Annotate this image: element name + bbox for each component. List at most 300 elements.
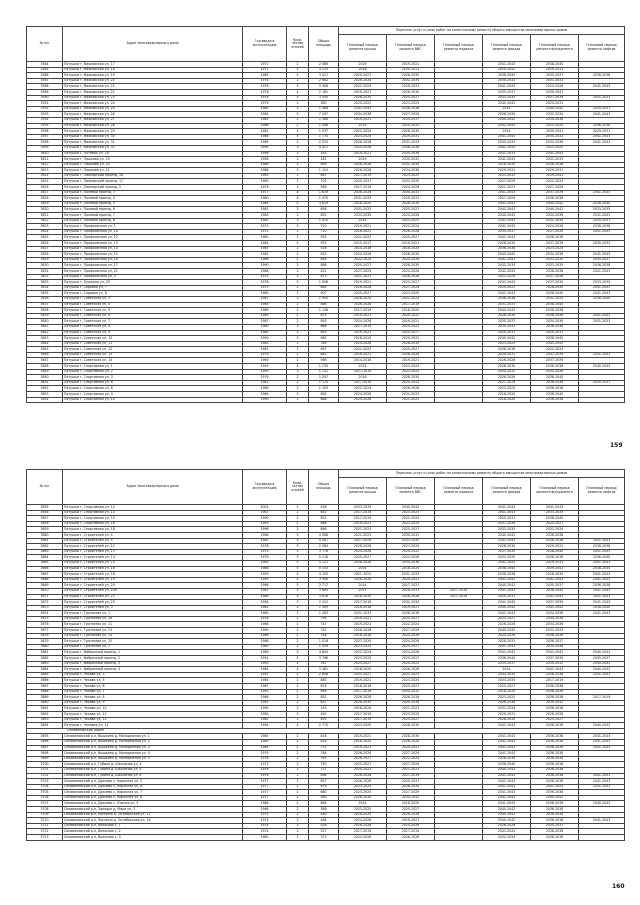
row-number: 3589 <box>27 89 63 95</box>
row-number: 3643 <box>27 336 63 342</box>
row-cell: 2027-2029 <box>387 628 435 634</box>
row-address: Пятушки г, Советская ул, 10 <box>63 336 243 342</box>
row-cell: 1976 <box>243 89 287 95</box>
row-cell: 846 <box>309 257 339 263</box>
row-cell: 5 <box>287 532 309 538</box>
row-cell: 2024-2026 <box>531 224 579 230</box>
row-number: 3673 <box>27 605 63 611</box>
row-cell: 2040-2042 <box>483 812 531 818</box>
row-address: Пятушки г, Строителей ул, 19 <box>63 577 243 583</box>
row-cell: 580 <box>309 101 339 107</box>
row-cell: 2019-2021 <box>339 151 387 157</box>
row-cell: 789 <box>309 341 339 347</box>
row-cell: 2036-2038 <box>531 162 579 168</box>
row-cell: 2026-2028 <box>339 285 387 291</box>
row-number: 3677 <box>27 628 63 634</box>
row-cell: 2030-2032 <box>387 532 435 538</box>
row-cell: 2 <box>287 319 309 325</box>
row-cell: 2031-2033 <box>339 196 387 202</box>
row-cell: 658 <box>309 207 339 213</box>
row-cell: 2 <box>287 784 309 790</box>
row-cell: 4 <box>287 190 309 196</box>
row-cell: 4 <box>287 196 309 202</box>
row-cell: 2041-2043 <box>483 224 531 230</box>
header-elevators: Плановый период ремонта лифтов <box>579 35 625 62</box>
row-cell: 2041-2043 <box>483 801 531 807</box>
row-cell: 1982 <box>243 235 287 241</box>
row-cell: 2021-2023 <box>339 347 387 353</box>
row-cell: 4 <box>287 661 309 667</box>
row-address: Пятушки г, Спортивная ул, 16 <box>63 521 243 527</box>
row-address: Пятушки г, Строителей ул, 16 <box>63 566 243 572</box>
row-cell: 2023-2025 <box>339 784 387 790</box>
row-cell: 2022-2024 <box>531 347 579 353</box>
row-number: 3612 <box>27 162 63 168</box>
row-cell: 2037-2039 <box>531 280 579 286</box>
row-cell: 2026-2028 <box>387 812 435 818</box>
row-cell: 3 481 <box>309 667 339 673</box>
row-cell: 2029-2031 <box>483 711 531 717</box>
row-cell: 1975 <box>243 812 287 818</box>
row-cell: 698 <box>309 773 339 779</box>
row-cell: 2035-2037 <box>579 257 625 263</box>
row-cell: 2024-2026 <box>339 145 387 151</box>
row-number: 3623 <box>27 224 63 230</box>
row-cell: 2036-2038 <box>531 324 579 330</box>
row-cell: 1 131 <box>309 369 339 375</box>
row-cell: 2031-2033 <box>483 302 531 308</box>
row-cell: 2018 <box>339 375 387 381</box>
row-number: 3593 <box>27 112 63 118</box>
row-cell: 183 <box>309 151 339 157</box>
row-cell: 2041-2043 <box>579 745 625 751</box>
row-cell: 2 <box>287 291 309 297</box>
row-cell: 2038-2040 <box>531 375 579 381</box>
row-address: Пятушки г, Спортивная ул, 6 <box>63 380 243 386</box>
row-cell: 2038-2040 <box>531 291 579 297</box>
row-cell: 1986 <box>243 168 287 174</box>
row-cell: 747 <box>309 622 339 628</box>
row-cell: 2025-2027 <box>339 661 387 667</box>
row-cell: 2026-2028 <box>387 352 435 358</box>
row-cell: 2041-2043 <box>483 538 531 544</box>
row-cell: 2 <box>287 644 309 650</box>
row-cell: 2033-2035 <box>531 263 579 269</box>
row-cell: 2 <box>287 510 309 516</box>
row-cell: 1 009 <box>309 644 339 650</box>
row-cell: 3 417 <box>309 73 339 79</box>
row-cell: 2019-2021 <box>387 241 435 247</box>
row-cell: 4 <box>287 577 309 583</box>
row-cell: 5 <box>287 538 309 544</box>
row-cell: 2030-2032 <box>483 140 531 146</box>
row-cell: 899 <box>309 162 339 168</box>
row-cell: 5 <box>287 588 309 594</box>
row-cell: 2038-2040 <box>531 549 579 555</box>
row-address: Пятушки г, Строителей ул, 5 <box>63 538 243 544</box>
row-cell: 2019-2021 <box>339 224 387 230</box>
row-cell: 2017-2019 <box>435 594 483 600</box>
row-cell: 2038-2040 <box>579 555 625 561</box>
row-cell: 2026-2028 <box>483 358 531 364</box>
row-cell: 2 <box>287 790 309 796</box>
row-cell: 2041-2043 <box>579 739 625 745</box>
row-cell: 2024-2026 <box>387 555 435 561</box>
row-cell: 2028-2030 <box>339 700 387 706</box>
row-cell: 1956 <box>243 151 287 157</box>
row-cell: 1 619 <box>309 190 339 196</box>
row-cell: 2030-2032 <box>483 324 531 330</box>
row-number: 3613 <box>27 168 63 174</box>
row-cell: 2040-2042 <box>579 723 625 729</box>
row-cell: 697 <box>309 347 339 353</box>
row-cell: 2041-2043 <box>579 291 625 297</box>
row-cell: 2036-2038 <box>483 572 531 578</box>
row-cell: 2017-2019 <box>339 600 387 606</box>
row-cell: 484 <box>309 818 339 824</box>
row-cell: 2018-2020 <box>339 336 387 342</box>
row-address: Пятушки г, Полевой проезд, 8 <box>63 218 243 224</box>
row-number: 3670 <box>27 588 63 594</box>
row-cell: 2041-2043 <box>483 784 531 790</box>
row-address: Пятушки г, Маяковская ул, 31 <box>63 140 243 146</box>
row-cell: 2038-2040 <box>531 588 579 594</box>
row-cell: 1974 <box>243 818 287 824</box>
row-cell: 2019-2021 <box>339 616 387 622</box>
row-cell: 2023-2025 <box>483 386 531 392</box>
row-cell: 527 <box>309 829 339 835</box>
row-cell: 1985 <box>243 302 287 308</box>
row-number: 3655 <box>27 505 63 511</box>
row-number: 3629 <box>27 257 63 263</box>
row-cell: 1995 <box>243 706 287 712</box>
row-cell: 2026-2028 <box>531 711 579 717</box>
row-cell: 2033-2035 <box>531 257 579 263</box>
row-cell: 5 <box>287 594 309 600</box>
row-cell: 2040-2042 <box>483 252 531 258</box>
row-cell: 2023-2025 <box>339 134 387 140</box>
row-cell: 2018-2020 <box>339 812 387 818</box>
row-cell: 1973 <box>243 762 287 768</box>
row-number: 3695 <box>27 734 63 740</box>
row-cell: 2041-2043 <box>483 257 531 263</box>
row-cell: 2037-2039 <box>531 358 579 364</box>
row-address: Пятушки г, Пионерский проезд, 17 <box>63 179 243 185</box>
row-address: Пятушки г, Маяковская ул, 19 <box>63 73 243 79</box>
row-cell: 2028-2030 <box>483 756 531 762</box>
row-number: 3630 <box>27 263 63 269</box>
row-number: 3689 <box>27 695 63 701</box>
row-cell: 864 <box>309 801 339 807</box>
row-number: 3649 <box>27 369 63 375</box>
row-number: 3645 <box>27 347 63 353</box>
row-cell: 5 153 <box>309 566 339 572</box>
row-cell: 2041-2043 <box>579 268 625 274</box>
row-cell: 2024-2026 <box>387 633 435 639</box>
row-cell: 2 <box>287 767 309 773</box>
row-address: Пятушки г, Тургенева ул, 2 <box>63 644 243 650</box>
row-address: Пятушки г, Тургенева ул, 15 <box>63 639 243 645</box>
row-cell: 2029-2031 <box>531 544 579 550</box>
page-160 <box>26 469 624 841</box>
row-cell: 2030-2032 <box>387 157 435 163</box>
row-address: Селивановский р-н, Драчево с, Южная ул, 5 <box>63 801 243 807</box>
row-address: Пятушки г, Пионерский проезд, 2 <box>63 185 243 191</box>
row-address: Пятушки г, Профсоюзная ул, 13 <box>63 241 243 247</box>
row-address: Селивановский р-н, Копнино д, Октябрьская ул, 12 <box>63 812 243 818</box>
row-address: Пятушки г, Октябрь ул, 18 <box>63 151 243 157</box>
row-cell: 1963 <box>243 173 287 179</box>
row-cell: 2041-2043 <box>483 145 531 151</box>
row-cell: 2018-2020 <box>339 739 387 745</box>
row-cell: 1986 <box>243 134 287 140</box>
row-cell: 2028-2030 <box>483 364 531 370</box>
row-cell: 1979 <box>243 751 287 757</box>
row-cell: 2036-2038 <box>531 695 579 701</box>
row-cell: 5 <box>287 555 309 561</box>
row-number: 3708 <box>27 807 63 813</box>
row-cell: 2032-2034 <box>483 835 531 841</box>
row-address: Пятушки г, Профсоюзная ул, 5 <box>63 274 243 280</box>
row-cell: 2019-2021 <box>339 89 387 95</box>
row-cell: 1983 <box>243 213 287 219</box>
row-cell: 2018-2020 <box>339 667 387 673</box>
row-number: 3658 <box>27 521 63 527</box>
row-cell: 2 <box>287 684 309 690</box>
row-cell: 2029-2031 <box>531 560 579 566</box>
row-cell: 2035-2037 <box>531 73 579 79</box>
row-cell: 2041-2043 <box>483 235 531 241</box>
row-address: Пятушки г, Профсоюзная ул, 1 <box>63 224 243 230</box>
row-number: 3627 <box>27 246 63 252</box>
row-cell: 1986 <box>243 566 287 572</box>
row-cell: 2036-2038 <box>531 739 579 745</box>
row-address: Пятушки г, Строителей ул, 15 <box>63 560 243 566</box>
row-cell: 2033-2035 <box>483 555 531 561</box>
row-cell: 5 <box>287 134 309 140</box>
row-cell: 2018 <box>339 67 387 73</box>
row-cell: 2036-2038 <box>531 532 579 538</box>
row-cell: 2038-2040 <box>579 201 625 207</box>
row-cell: 2038-2040 <box>579 566 625 572</box>
row-cell: 2041-2043 <box>483 84 531 90</box>
row-cell: 3 <box>287 145 309 151</box>
row-cell: 2 <box>287 756 309 762</box>
row-cell: 2041-2043 <box>339 106 387 112</box>
row-cell: 2 <box>287 336 309 342</box>
row-cell: 2041-2043 <box>483 510 531 516</box>
row-cell: 2016-2021 <box>339 229 387 235</box>
row-cell: 1990 <box>243 628 287 634</box>
row-cell: 2034-2036 <box>531 117 579 123</box>
row-cell: 2028-2030 <box>387 201 435 207</box>
row-cell: 2 <box>287 835 309 841</box>
row-cell: 1993 <box>243 369 287 375</box>
row-cell: 1 415 <box>309 218 339 224</box>
row-cell: 2038-2040 <box>483 73 531 79</box>
row-cell: 2018-2020 <box>387 308 435 314</box>
row-number: 3661 <box>27 538 63 544</box>
row-cell: 2024-2026 <box>339 397 387 403</box>
row-cell: 1993 <box>243 521 287 527</box>
row-cell: 2038-2040 <box>483 762 531 768</box>
row-cell: 2031-2033 <box>531 157 579 163</box>
row-cell: 2041-2043 <box>579 538 625 544</box>
row-number: 3617 <box>27 190 63 196</box>
row-cell: 1986 <box>243 123 287 129</box>
row-cell: 2025-2027 <box>387 656 435 662</box>
row-cell: 2036-2038 <box>531 829 579 835</box>
row-cell: 2022-2024 <box>387 622 435 628</box>
row-cell: 2032-2034 <box>531 112 579 118</box>
row-cell <box>435 835 483 841</box>
row-cell: 764 <box>309 751 339 757</box>
row-address: Пятушки г, Пушкина ул, 25 <box>63 280 243 286</box>
row-cell: 2041-2043 <box>531 650 579 656</box>
row-cell: 5 <box>287 67 309 73</box>
row-cell: 2 <box>287 173 309 179</box>
row-cell: 2025-2027 <box>339 291 387 297</box>
row-cell: 2031-2033 <box>579 95 625 101</box>
row-cell: 1 446 <box>309 123 339 129</box>
row-cell: 886 <box>309 302 339 308</box>
row-address: Селивановский р-н, Драчево с, Кирочная ул, 5 <box>63 779 243 785</box>
row-cell: 2036-2038 <box>531 767 579 773</box>
row-cell: 2017-2019 <box>387 773 435 779</box>
row-number: 3668 <box>27 577 63 583</box>
row-cell: 674 <box>309 313 339 319</box>
row-cell: 2026-2028 <box>339 544 387 550</box>
row-cell: 2017-2019 <box>339 516 387 522</box>
row-cell: 1988 <box>243 386 287 392</box>
row-cell <box>435 397 483 403</box>
row-cell: 2 <box>287 168 309 174</box>
row-cell: 1987 <box>243 510 287 516</box>
row-cell: 2014 <box>339 583 387 589</box>
row-address: Пятушки г, Чехова ул, 12 <box>63 717 243 723</box>
row-number: 3641 <box>27 324 63 330</box>
row-cell: 2041-2043 <box>531 151 579 157</box>
row-address: Селивановский р-н, Губино д, Школьная ул, 6 <box>63 773 243 779</box>
row-cell: 2041-2043 <box>531 505 579 511</box>
row-cell: 2027-2029 <box>387 544 435 550</box>
row-cell: 2026-2028 <box>339 577 387 583</box>
row-cell: 2041-2043 <box>579 594 625 600</box>
row-cell: 1977 <box>243 190 287 196</box>
row-cell: 2034-2036 <box>531 369 579 375</box>
row-cell: 2026-2028 <box>483 823 531 829</box>
row-cell: 2041-2043 <box>579 577 625 583</box>
row-cell: 837 <box>309 700 339 706</box>
header-vis: Плановый период ремонта ВИС <box>387 35 435 62</box>
row-cell: 2 515 <box>309 140 339 146</box>
row-cell: 2034-2036 <box>531 140 579 146</box>
row-cell: 2033-2035 <box>483 678 531 684</box>
row-cell: 1981 <box>243 380 287 386</box>
row-number: 3702 <box>27 773 63 779</box>
row-cell: 2026-2028 <box>339 823 387 829</box>
row-cell: 2023-2025 <box>531 246 579 252</box>
row-cell: 720 <box>309 224 339 230</box>
row-cell: 1992 <box>243 689 287 695</box>
row-cell: 2 <box>287 695 309 701</box>
row-cell: 1 058 <box>309 280 339 286</box>
row-cell: 5 <box>287 650 309 656</box>
row-cell: 1982 <box>243 252 287 258</box>
row-address: Пятушки г, Фабричный проезд, 1 <box>63 650 243 656</box>
row-cell: 1990 <box>243 336 287 342</box>
row-cell: 2 <box>287 711 309 717</box>
row-cell: 516 <box>309 246 339 252</box>
row-number: 3640 <box>27 319 63 325</box>
row-cell: 2 <box>287 823 309 829</box>
row-cell: 5 <box>287 583 309 589</box>
row-cell: 2036-2038 <box>531 835 579 841</box>
row-number: 3688 <box>27 689 63 695</box>
row-cell: 2036-2038 <box>579 73 625 79</box>
row-cell: 2040-2042 <box>483 818 531 824</box>
header-group: Перечень услуг и (или) работ по капитальному ремонту общего имущества многоквартирных домов <box>339 27 625 35</box>
row-cell: 2037-2039 <box>531 352 579 358</box>
row-cell: 2019-2021 <box>339 330 387 336</box>
row-number: 3662 <box>27 544 63 550</box>
row-cell: 2035-2037 <box>579 380 625 386</box>
row-cell: 2 <box>287 779 309 785</box>
row-cell: 2028-2030 <box>387 723 435 729</box>
row-address: Пятушки г, Спортивная ул, 15 <box>63 516 243 522</box>
row-address: Пятушки г, Советская ул, 9 <box>63 330 243 336</box>
row-cell: 1962 <box>243 605 287 611</box>
row-number: 3599 <box>27 145 63 151</box>
row-cell: 2031-2033 <box>483 173 531 179</box>
row-cell: 2041-2043 <box>579 134 625 140</box>
row-cell: 1975 <box>243 274 287 280</box>
row-address: Пятушки г, Маяковская ул, 24 <box>63 101 243 107</box>
row-cell: 2041-2043 <box>579 352 625 358</box>
row-cell: 831 <box>309 516 339 522</box>
row-cell: 2 584 <box>309 544 339 550</box>
row-number: 3642 <box>27 330 63 336</box>
row-address: Селивановский р-н, Вышкино д, Молодежная ул, 3 <box>63 745 243 751</box>
row-number: 3705 <box>27 790 63 796</box>
row-cell: 4 <box>287 364 309 370</box>
row-cell: 2014 <box>339 364 387 370</box>
row-number: 3683 <box>27 661 63 667</box>
row-cell: 2031-2033 <box>531 78 579 84</box>
row-cell: 2034-2036 <box>531 319 579 325</box>
row-cell: 1984 <box>243 241 287 247</box>
row-cell: 2022-2024 <box>483 274 531 280</box>
row-cell: 592 <box>309 235 339 241</box>
row-cell: 2002 <box>243 505 287 511</box>
row-number: 3616 <box>27 185 63 191</box>
row-number: 3621 <box>27 213 63 219</box>
row-number: 3706 <box>27 795 63 801</box>
row-cell: 2036-2038 <box>483 246 531 252</box>
row-address: Пятушки г, Фабричный проезд, 4 <box>63 667 243 673</box>
row-cell: 2017-2021 <box>387 583 435 589</box>
row-cell: 1 146 <box>309 308 339 314</box>
row-cell: 2041-2043 <box>579 572 625 578</box>
row-cell: 2027-2029 <box>387 790 435 796</box>
row-cell: 2 <box>287 829 309 835</box>
row-cell: 2033-2035 <box>483 527 531 533</box>
row-cell: 2034-2036 <box>339 112 387 118</box>
row-number: 3684 <box>27 667 63 673</box>
row-cell: 2024-2026 <box>339 392 387 398</box>
row-cell: 2 <box>287 101 309 107</box>
row-cell: 2031-2033 <box>579 319 625 325</box>
